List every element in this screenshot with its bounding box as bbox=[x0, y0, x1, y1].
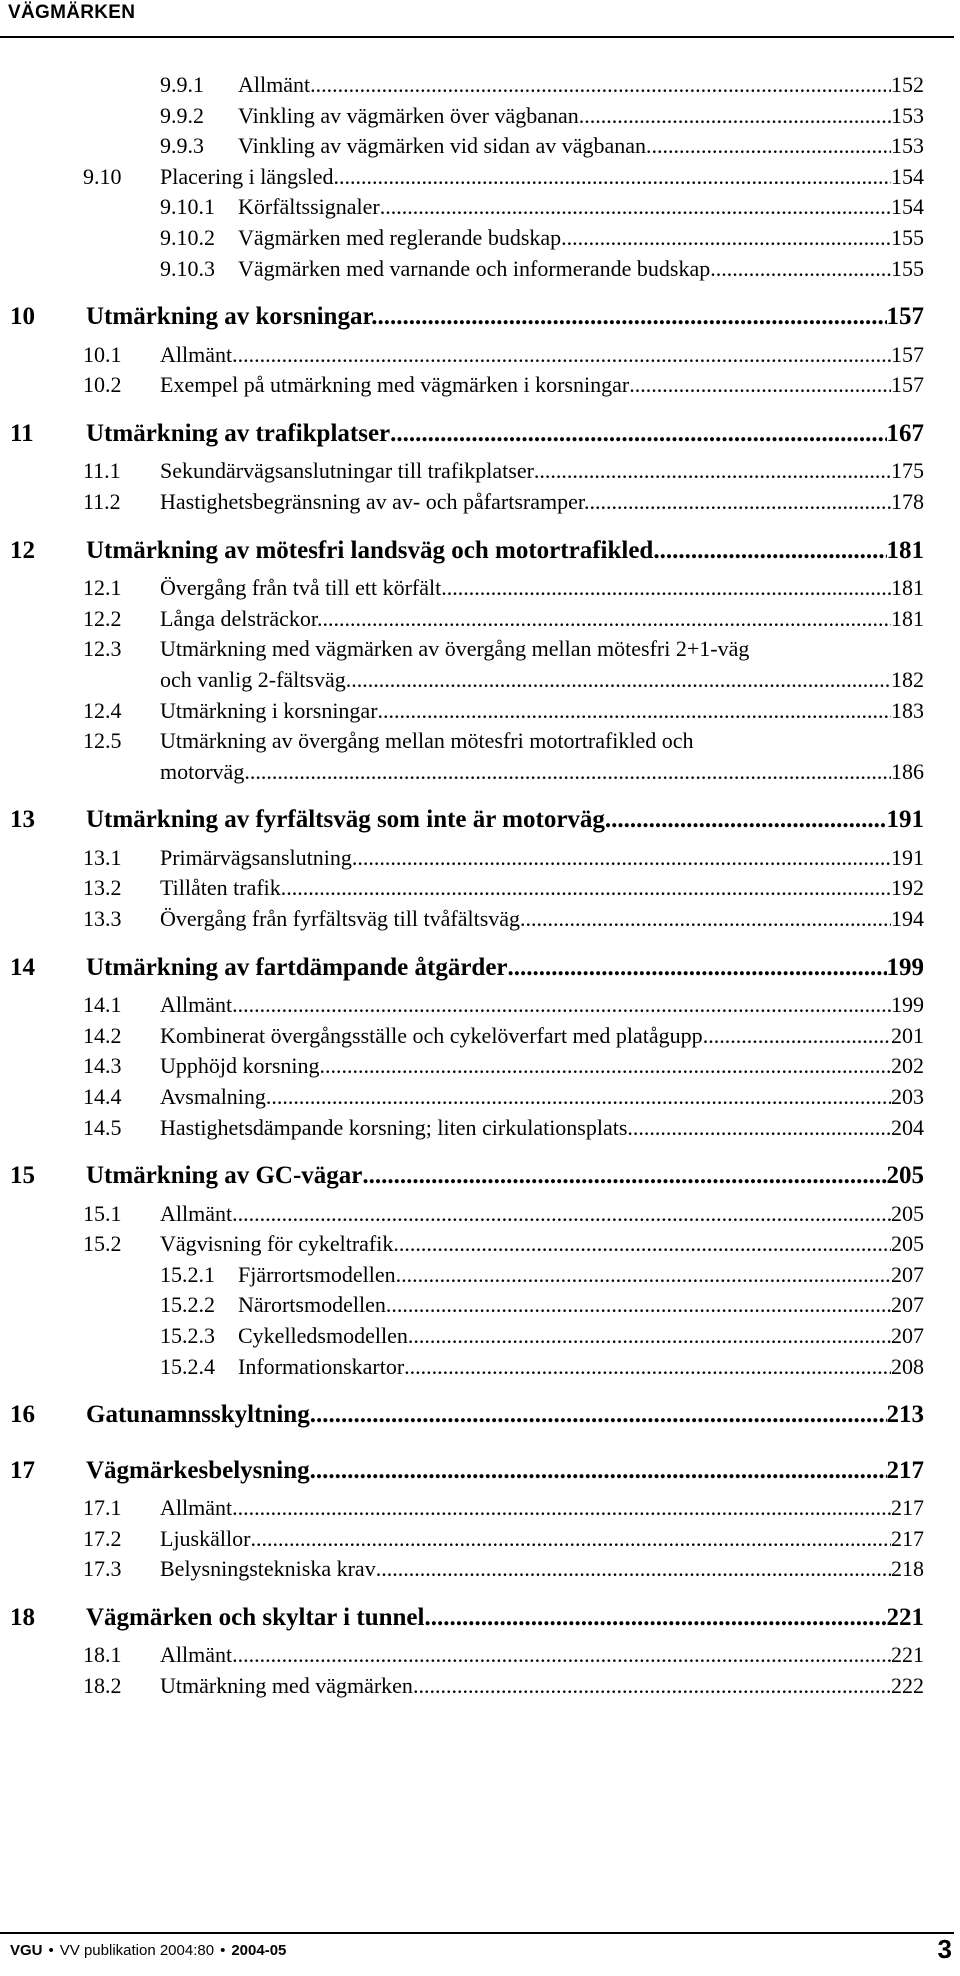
running-header: VÄGMÄRKEN bbox=[8, 2, 136, 23]
toc-entry[interactable] bbox=[0, 72, 960, 106]
toc-entry[interactable] bbox=[0, 303, 960, 337]
toc-entry-number: 13.2 bbox=[83, 875, 122, 900]
toc-entry-page: 182 bbox=[891, 667, 924, 692]
dot-leader bbox=[352, 845, 891, 871]
dot-leader bbox=[396, 1262, 891, 1288]
dot-leader bbox=[441, 575, 891, 601]
toc-entry-number: 15.2 bbox=[83, 1231, 122, 1256]
page-number: 3 bbox=[937, 1934, 952, 1964]
toc-entry-number: 16 bbox=[10, 1401, 35, 1428]
dot-leader bbox=[653, 537, 886, 565]
dot-leader bbox=[244, 759, 891, 785]
toc-entry-page: 201 bbox=[891, 1023, 924, 1048]
toc-entry-number: 17.1 bbox=[83, 1495, 122, 1520]
toc-entry[interactable] bbox=[0, 1115, 960, 1149]
toc-entry[interactable] bbox=[0, 1673, 960, 1707]
toc-entry-title: Allmänt bbox=[160, 1495, 233, 1520]
toc-entry-number: 18.1 bbox=[83, 1642, 122, 1667]
footer bbox=[10, 1942, 286, 1959]
toc-entry[interactable] bbox=[0, 1201, 960, 1235]
toc-entry-title: Hastighetsdämpande korsning; liten cirkulationsplats bbox=[160, 1115, 628, 1140]
dot-leader bbox=[703, 1023, 891, 1049]
toc-entry-title: Vägmärken och skyltar i tunnel bbox=[86, 1604, 425, 1631]
dot-leader bbox=[408, 1323, 891, 1349]
toc-entry[interactable] bbox=[0, 992, 960, 1026]
toc-entry[interactable] bbox=[0, 194, 960, 228]
toc-entry-number: 15.1 bbox=[83, 1201, 122, 1226]
toc-entry-page: 153 bbox=[891, 133, 924, 158]
toc-entry-title: Allmänt bbox=[160, 342, 233, 367]
toc-entry-title: Informationskartor bbox=[238, 1354, 405, 1379]
toc-entry-title: Primärvägsanslutning bbox=[160, 845, 352, 870]
toc-entry-number: 15.2.3 bbox=[160, 1323, 215, 1348]
dot-leader bbox=[629, 372, 891, 398]
toc-entry-page: 217 bbox=[886, 1457, 924, 1484]
toc-entry-title: Belysningstekniska krav bbox=[160, 1556, 376, 1581]
toc-entry-number: 14 bbox=[10, 954, 35, 981]
footer-separator: • bbox=[220, 1942, 226, 1959]
dot-leader bbox=[310, 72, 891, 98]
toc-entry[interactable] bbox=[0, 954, 960, 988]
toc-entry-number: 15 bbox=[10, 1162, 35, 1189]
dot-leader bbox=[386, 1292, 891, 1318]
toc-entry-title: Utmärkning av fyrfältsväg som inte är motorväg bbox=[86, 806, 605, 833]
dot-leader bbox=[232, 1642, 891, 1668]
toc-entry[interactable] bbox=[0, 575, 960, 609]
toc-entry-page: 217 bbox=[891, 1495, 924, 1520]
toc-entry-title: Utmärkning med vägmärken bbox=[160, 1673, 413, 1698]
toc-entry-page: 203 bbox=[891, 1084, 924, 1109]
toc-entry[interactable] bbox=[0, 133, 960, 167]
dot-leader bbox=[627, 1115, 891, 1141]
toc-entry-page: 153 bbox=[891, 103, 924, 128]
toc-entry-page: 167 bbox=[886, 420, 924, 447]
toc-entry-page: 157 bbox=[891, 372, 924, 397]
toc-entry-title: Allmänt bbox=[238, 72, 311, 97]
toc-entry-title: Exempel på utmärkning med vägmärken i korsningar bbox=[160, 372, 630, 397]
toc-entry-page: 155 bbox=[891, 256, 924, 281]
toc-entry[interactable] bbox=[0, 1292, 960, 1326]
dot-leader bbox=[393, 1231, 891, 1257]
toc-entry-title: Placering i längsled bbox=[160, 164, 334, 189]
dot-leader bbox=[376, 1556, 891, 1582]
footer-date: 2004-05 bbox=[231, 1942, 287, 1959]
dot-leader bbox=[413, 1673, 891, 1699]
dot-leader bbox=[534, 458, 891, 484]
dot-leader bbox=[378, 698, 891, 724]
toc-entry[interactable] bbox=[0, 372, 960, 406]
dot-leader bbox=[232, 992, 891, 1018]
dot-leader bbox=[390, 420, 886, 448]
toc-entry-title: Långa delsträckor. bbox=[160, 606, 323, 631]
toc-entry[interactable] bbox=[0, 636, 960, 670]
toc-entry-number: 17.3 bbox=[83, 1556, 122, 1581]
toc-entry[interactable] bbox=[0, 845, 960, 879]
toc-entry-number: 14.2 bbox=[83, 1023, 122, 1048]
toc-entry-number: 15.2.1 bbox=[160, 1262, 215, 1287]
dot-leader bbox=[310, 1457, 887, 1485]
toc-entry-title: Utmärkning av mötesfri landsväg och motortrafikled bbox=[86, 537, 654, 564]
toc-entry-number: 10.1 bbox=[83, 342, 122, 367]
toc-entry-page: 155 bbox=[891, 225, 924, 250]
toc-entry-title: Vägmärken med varnande och informerande budskap bbox=[238, 256, 711, 281]
toc-entry-number: 13 bbox=[10, 806, 35, 833]
toc-entry-title: Vägmärken med reglerande budskap bbox=[238, 225, 562, 250]
toc-entry-title: Utmärkning av GC-vägar bbox=[86, 1162, 363, 1189]
dot-leader bbox=[561, 225, 891, 251]
toc-entry[interactable] bbox=[0, 103, 960, 137]
toc-entry-title-continuation: och vanlig 2-fältsväg bbox=[160, 667, 346, 692]
toc-entry-number: 11.1 bbox=[83, 458, 121, 483]
dot-leader bbox=[320, 1053, 892, 1079]
toc-entry-number: 13.1 bbox=[83, 845, 122, 870]
toc-entry-number: 9.9.3 bbox=[160, 133, 204, 158]
toc-entry-number: 9.10.2 bbox=[160, 225, 215, 250]
dot-leader bbox=[424, 1604, 886, 1632]
toc-entry-page: 207 bbox=[891, 1292, 924, 1317]
toc-entry-page: 192 bbox=[891, 875, 924, 900]
toc-entry-number: 14.5 bbox=[83, 1115, 122, 1140]
toc-entry-continuation[interactable] bbox=[0, 759, 960, 793]
toc-entry-number: 17.2 bbox=[83, 1526, 122, 1551]
toc-entry-page: 202 bbox=[891, 1053, 924, 1078]
footer-publication: VV publikation 2004:80 bbox=[59, 1942, 215, 1959]
toc-entry-page: 205 bbox=[891, 1231, 924, 1256]
toc-entry-title: Vägmärkesbelysning bbox=[86, 1457, 310, 1484]
toc-entry-page: 152 bbox=[891, 72, 924, 97]
dot-leader bbox=[589, 489, 891, 515]
toc-entry-number: 9.10.3 bbox=[160, 256, 215, 281]
toc-entry[interactable] bbox=[0, 1323, 960, 1357]
toc-entry-title: Övergång från två till ett körfält bbox=[160, 575, 442, 600]
toc-entry-page: 218 bbox=[891, 1556, 924, 1581]
toc-entry-number: 17 bbox=[10, 1457, 35, 1484]
toc-entry-title: Körfältssignaler bbox=[238, 194, 380, 219]
toc-entry-number: 15.2.4 bbox=[160, 1354, 215, 1379]
toc-entry-title: Fjärrortsmodellen bbox=[238, 1262, 396, 1287]
toc-entry-title: Utmärkning i korsningar bbox=[160, 698, 378, 723]
toc-entry[interactable] bbox=[0, 1262, 960, 1296]
toc-entry-page: 181 bbox=[891, 575, 924, 600]
toc-entry-title: Utmärkning med vägmärken av övergång mellan mötesfri 2+1-väg bbox=[160, 636, 750, 661]
toc-entry-number: 9.9.2 bbox=[160, 103, 204, 128]
dot-leader bbox=[520, 906, 891, 932]
toc-entry-title: Utmärkning av övergång mellan mötesfri motortrafikled och bbox=[160, 728, 694, 753]
toc-entry[interactable] bbox=[0, 1457, 960, 1491]
toc-entry-number: 10.2 bbox=[83, 372, 122, 397]
toc-entry-page: 221 bbox=[891, 1642, 924, 1667]
toc-entry-page: 154 bbox=[891, 164, 924, 189]
toc-entry-title: Utmärkning av fartdämpande åtgärder bbox=[86, 954, 508, 981]
dot-leader bbox=[250, 1526, 891, 1552]
toc-entry-page: 217 bbox=[891, 1526, 924, 1551]
toc-entry[interactable] bbox=[0, 1604, 960, 1638]
dot-leader bbox=[646, 133, 891, 159]
dot-leader bbox=[579, 103, 891, 129]
toc-entry-page: 157 bbox=[891, 342, 924, 367]
dot-leader bbox=[323, 606, 892, 632]
toc-entry-number: 12.1 bbox=[83, 575, 122, 600]
toc-entry-title-continuation: motorväg bbox=[160, 759, 245, 784]
toc-entry-page: 191 bbox=[886, 806, 924, 833]
header-rule bbox=[0, 36, 954, 38]
footer-separator: • bbox=[48, 1942, 54, 1959]
toc-entry[interactable] bbox=[0, 256, 960, 290]
toc-entry-number: 14.3 bbox=[83, 1053, 122, 1078]
toc-entry-title: Vinkling av vägmärken vid sidan av vägbanan bbox=[238, 133, 647, 158]
toc-entry-number: 12.2 bbox=[83, 606, 122, 631]
dot-leader bbox=[362, 1162, 886, 1190]
dot-leader bbox=[266, 1084, 891, 1110]
toc-entry[interactable] bbox=[0, 1556, 960, 1590]
toc-entry-title: Hastighetsbegränsning av av- och påfartsramper. bbox=[160, 489, 590, 514]
toc-entry-title: Allmänt bbox=[160, 992, 233, 1017]
toc-entry[interactable] bbox=[0, 698, 960, 732]
toc-entry-page: 199 bbox=[886, 954, 924, 981]
toc-entry-title: Upphöjd korsning bbox=[160, 1053, 320, 1078]
toc-entry-page: 205 bbox=[891, 1201, 924, 1226]
dot-leader bbox=[346, 667, 891, 693]
toc-entry[interactable] bbox=[0, 1084, 960, 1118]
toc-entry-title: Utmärkning av korsningar. bbox=[86, 303, 378, 330]
toc-entry-page: 221 bbox=[886, 1604, 924, 1631]
toc-entry-page: 178 bbox=[891, 489, 924, 514]
dot-leader bbox=[232, 1495, 891, 1521]
toc-entry[interactable] bbox=[0, 1401, 960, 1435]
toc-entry[interactable] bbox=[0, 225, 960, 259]
toc-entry-page: 207 bbox=[891, 1262, 924, 1287]
toc-entry-page: 205 bbox=[886, 1162, 924, 1189]
dot-leader bbox=[380, 194, 891, 220]
toc-entry[interactable] bbox=[0, 1162, 960, 1196]
toc-entry[interactable] bbox=[0, 489, 960, 523]
toc-entry-page: 204 bbox=[891, 1115, 924, 1140]
toc-entry-page: 199 bbox=[891, 992, 924, 1017]
toc-entry-number: 15.2.2 bbox=[160, 1292, 215, 1317]
toc-entry-number: 9.9.1 bbox=[160, 72, 204, 97]
toc-entry-title: Gatunamnsskyltning bbox=[86, 1401, 310, 1428]
toc-entry-title: Cykelledsmodellen bbox=[238, 1323, 408, 1348]
toc-entry[interactable] bbox=[0, 342, 960, 376]
dot-leader bbox=[334, 164, 891, 190]
toc-entry-title: Tillåten trafik bbox=[160, 875, 281, 900]
toc-entry[interactable] bbox=[0, 1526, 960, 1560]
toc-entry-page: 183 bbox=[891, 698, 924, 723]
toc-entry-page: 181 bbox=[891, 606, 924, 631]
toc-entry-title: Övergång från fyrfältsväg till tvåfältsväg bbox=[160, 906, 521, 931]
footer-org: VGU bbox=[10, 1942, 43, 1959]
toc-entry-page: 208 bbox=[891, 1354, 924, 1379]
toc-entry-page: 175 bbox=[891, 458, 924, 483]
toc-entry-page: 194 bbox=[891, 906, 924, 931]
toc-entry-number: 12.3 bbox=[83, 636, 122, 661]
dot-leader bbox=[232, 342, 891, 368]
toc-entry-page: 207 bbox=[891, 1323, 924, 1348]
toc-entry[interactable] bbox=[0, 1053, 960, 1087]
toc-entry-title: Sekundärvägsanslutningar till trafikplatser bbox=[160, 458, 534, 483]
toc-entry[interactable] bbox=[0, 164, 960, 198]
dot-leader bbox=[404, 1354, 891, 1380]
toc-entry-title: Vinkling av vägmärken över vägbanan bbox=[238, 103, 579, 128]
dot-leader bbox=[310, 1401, 887, 1429]
toc-entry-page: 181 bbox=[886, 537, 924, 564]
toc-entry[interactable] bbox=[0, 1231, 960, 1265]
dot-leader bbox=[281, 875, 891, 901]
dot-leader bbox=[378, 303, 887, 331]
toc-entry[interactable] bbox=[0, 906, 960, 940]
toc-entry-continuation[interactable] bbox=[0, 667, 960, 701]
toc-entry-number: 12.5 bbox=[83, 728, 122, 753]
toc-entry-number: 11.2 bbox=[83, 489, 121, 514]
toc-entry[interactable] bbox=[0, 806, 960, 840]
toc-entry-page: 157 bbox=[886, 303, 924, 330]
toc-entry[interactable] bbox=[0, 1495, 960, 1529]
toc-entry-number: 11 bbox=[10, 420, 34, 447]
toc-entry-number: 18 bbox=[10, 1604, 35, 1631]
toc-entry[interactable] bbox=[0, 420, 960, 454]
toc-entry-number: 12.4 bbox=[83, 698, 122, 723]
toc-entry[interactable] bbox=[0, 1354, 960, 1388]
toc-entry-title: Utmärkning av trafikplatser bbox=[86, 420, 391, 447]
toc-entry-number: 18.2 bbox=[83, 1673, 122, 1698]
toc-entry-page: 186 bbox=[891, 759, 924, 784]
toc-entry-title: Kombinerat övergångsställe och cykelöverfart med platågupp bbox=[160, 1023, 703, 1048]
toc-entry-page: 191 bbox=[891, 845, 924, 870]
dot-leader bbox=[710, 256, 891, 282]
toc-entry-page: 213 bbox=[886, 1401, 924, 1428]
toc-entry-number: 13.3 bbox=[83, 906, 122, 931]
toc-entry-title: Ljuskällor bbox=[160, 1526, 251, 1551]
toc-entry-title: Vägvisning för cykeltrafik bbox=[160, 1231, 394, 1256]
dot-leader bbox=[232, 1201, 891, 1227]
footer-rule bbox=[0, 1932, 954, 1934]
toc-entry[interactable] bbox=[0, 537, 960, 571]
toc-entry-number: 14.4 bbox=[83, 1084, 122, 1109]
dot-leader bbox=[605, 806, 887, 834]
toc-entry[interactable] bbox=[0, 728, 960, 762]
toc-entry-number: 10 bbox=[10, 303, 35, 330]
toc-entry-number: 14.1 bbox=[83, 992, 122, 1017]
toc-entry[interactable] bbox=[0, 1642, 960, 1676]
toc-entry-number: 9.10 bbox=[83, 164, 122, 189]
toc-entry-title: Allmänt bbox=[160, 1201, 233, 1226]
toc-entry-number: 9.10.1 bbox=[160, 194, 215, 219]
toc-entry-page: 154 bbox=[891, 194, 924, 219]
toc-entry[interactable] bbox=[0, 1023, 960, 1057]
toc-entry-page: 222 bbox=[891, 1673, 924, 1698]
toc-entry-title: Närortsmodellen bbox=[238, 1292, 386, 1317]
toc-entry-number: 12 bbox=[10, 537, 35, 564]
toc-entry[interactable] bbox=[0, 458, 960, 492]
toc-entry-title: Allmänt bbox=[160, 1642, 233, 1667]
toc-entry[interactable] bbox=[0, 875, 960, 909]
dot-leader bbox=[508, 954, 887, 982]
toc-entry-title: Avsmalning bbox=[160, 1084, 266, 1109]
toc-entry[interactable] bbox=[0, 606, 960, 640]
